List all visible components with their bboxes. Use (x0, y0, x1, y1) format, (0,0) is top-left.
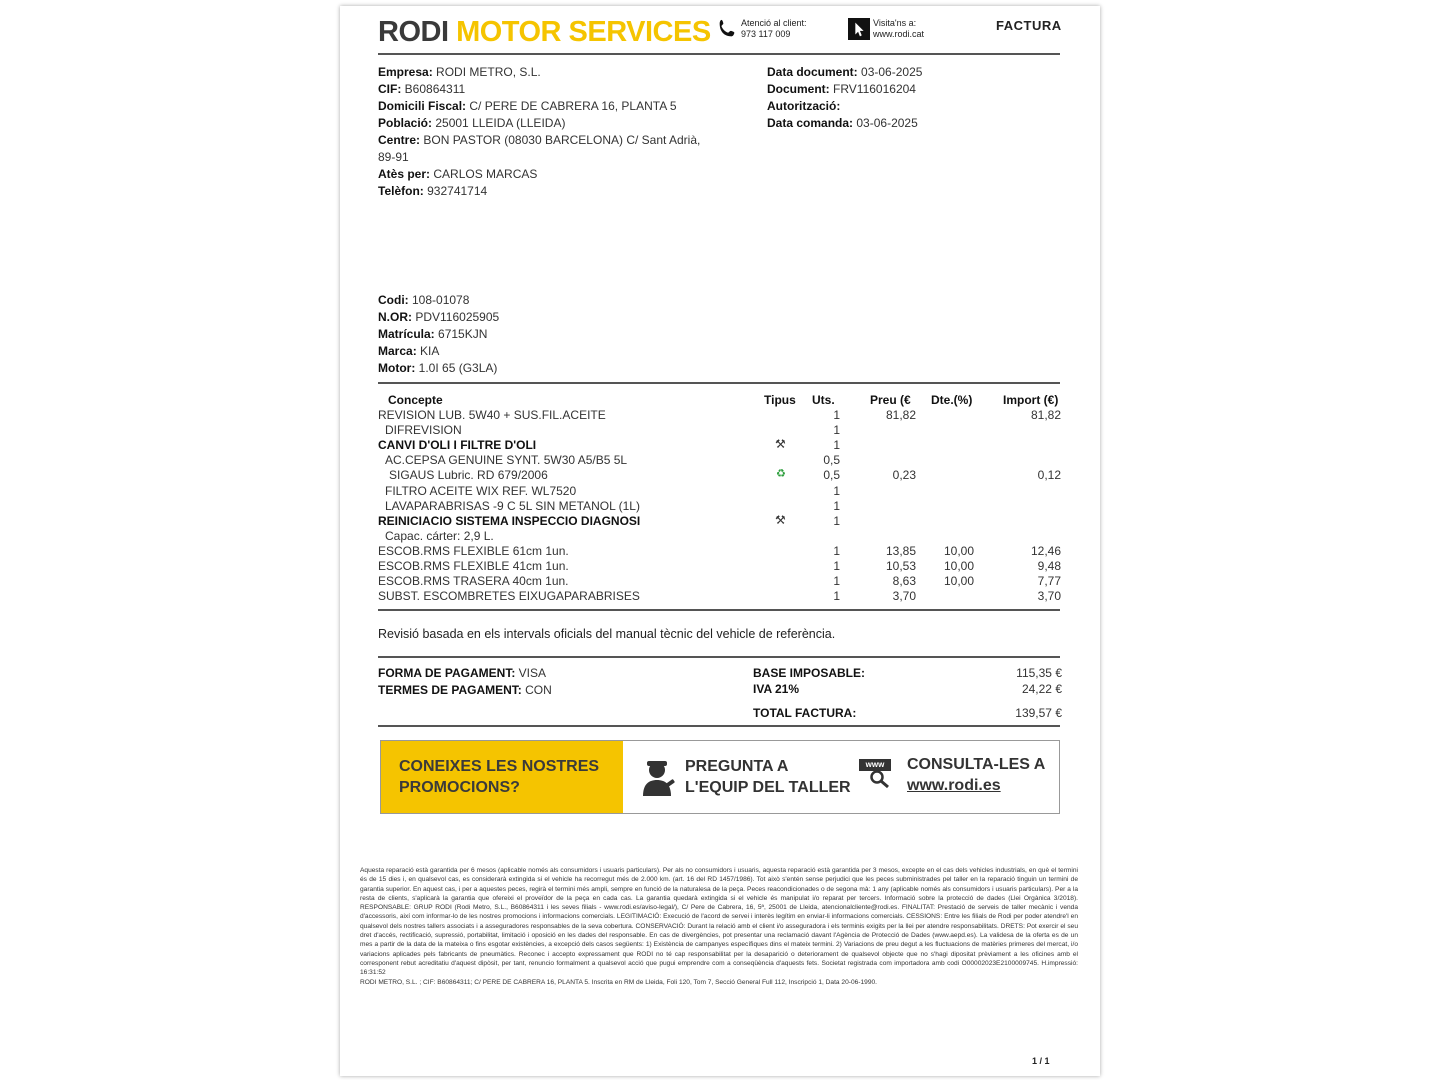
line-item-units: 0,5 (823, 453, 840, 467)
line-item-units: 1 (833, 499, 840, 513)
promo-banner[interactable] (380, 740, 1060, 814)
cursor-icon (848, 18, 870, 40)
line-item-units: 1 (833, 484, 840, 498)
wrench-icon: ⚒ (775, 513, 786, 527)
magnifier-icon (869, 769, 891, 789)
document-row: Data document: 03-06-2025 (767, 65, 923, 79)
line-item-discount: 10,00 (943, 574, 974, 588)
line-item-units: 1 (833, 514, 840, 528)
col-header-units: Uts. (812, 393, 835, 407)
line-item-price: 3,70 (892, 589, 916, 603)
line-item-price: 0,23 (892, 468, 916, 482)
legal-footer: RODI METRO, S.L. ; CIF: B60864311; C/ PERE DE CABRERA 16, PLANTA 5. Inscrita en RM de Lleida, Foli 120, Tom 7, Secció General Full 112, Inscripció 1, Data 20-06-1990. (360, 978, 877, 986)
promo-line-2: PROMOCIONS? (399, 779, 520, 796)
line-item-concept: DIFREVISION (385, 423, 462, 437)
contact-label: Atenció al client: (741, 18, 807, 28)
col-header-type: Tipus (764, 393, 796, 407)
totals-bottom-divider (378, 725, 1060, 727)
line-item-amount: 3,70 (1037, 589, 1061, 603)
line-item-amount: 9,48 (1037, 559, 1061, 573)
consult-link[interactable]: www.rodi.es (907, 777, 1001, 794)
line-item-units: 1 (833, 589, 840, 603)
payment-method: FORMA DE PAGAMENT: VISA (378, 666, 547, 680)
line-item-price: 10,53 (885, 559, 916, 573)
line-item-units: 0,5 (823, 468, 840, 482)
col-header-price: Preu (€ (870, 393, 911, 407)
service-note: Revisió basada en els intervals oficials del manual tècnic del vehicle de referència. (378, 627, 836, 641)
ask-text (685, 756, 851, 798)
consult-text (907, 754, 1045, 796)
line-item-units: 1 (833, 559, 840, 573)
table-top-divider (378, 382, 1060, 384)
line-item-concept: AC.CEPSA GENUINE SYNT. 5W30 A5/B5 5L (385, 453, 628, 467)
col-header-amount: Import (€) (1003, 393, 1059, 407)
col-header-concept: Concepte (388, 393, 443, 407)
web-block (873, 18, 924, 40)
ask-line-1: PREGUNTA A (685, 758, 789, 775)
line-item-discount: 10,00 (943, 544, 974, 558)
header-divider (378, 53, 1060, 55)
web-url[interactable]: www.rodi.cat (873, 29, 925, 39)
www-label: www (859, 759, 891, 771)
wrench-icon: ⚒ (775, 437, 786, 451)
total-label: TOTAL FACTURA: (753, 706, 857, 720)
mechanic-icon (641, 758, 677, 796)
company-row: Domicili Fiscal: C/ PERE DE CABRERA 16, PLANTA 5 (378, 99, 677, 113)
legal-text-block (360, 866, 1078, 987)
line-item-units: 1 (833, 574, 840, 588)
line-item-units: 1 (833, 423, 840, 437)
payment-terms: TERMES DE PAGAMENT: CON (378, 683, 552, 697)
company-row: CIF: B60864311 (378, 82, 466, 96)
line-item-amount: 81,82 (1030, 408, 1061, 422)
web-search-icon (859, 759, 893, 789)
promo-line-1: CONEIXES LES NOSTRES (399, 758, 600, 775)
contact-phone: 973 117 009 (741, 29, 791, 39)
line-item-units: 1 (833, 544, 840, 558)
vehicle-row: Codi: 108-01078 (378, 293, 470, 307)
vehicle-info (378, 292, 728, 377)
vehicle-row: Motor: 1.0I 65 (G3LA) (378, 361, 498, 375)
line-item-concept: SIGAUS Lubric. RD 679/2006 (389, 468, 548, 482)
brand-name-dark: RODI (378, 16, 449, 48)
company-row: Telèfon: 932741714 (378, 184, 488, 198)
line-item-concept: REVISION LUB. 5W40 + SUS.FIL.ACEITE (378, 408, 606, 422)
line-item-concept: FILTRO ACEITE WIX REF. WL7520 (385, 484, 577, 498)
ask-line-2: L'EQUIP DEL TALLER (685, 779, 851, 796)
base-value: 115,35 € (1016, 666, 1062, 680)
line-item-concept: Capac. cárter: 2,9 L. (385, 529, 494, 543)
company-row: Empresa: RODI METRO, S.L. (378, 65, 541, 79)
line-item-concept: SUBST. ESCOMBRETES EIXUGAPARABRISES (378, 589, 640, 603)
phone-icon (716, 18, 738, 40)
web-label: Visita'ns a: (873, 18, 917, 28)
line-item-concept: LAVAPARABRISAS -9 C 5L SIN METANOL (1L) (385, 499, 640, 513)
legal-text: Aquesta reparació està garantida per 6 mesos (aplicable només als consumidors i usuaris particulars). Per als no consumidors i usuaris, aquesta reparació està garantida per 3 mesos, excepte en el cas dels vehicles industrials, en què el termini és de 15 dies i, en qualsevol cas, es considerarà extingida si el vehicle ha recorregut més de 2.000 km. (art. 16 del RD 1457/1986). Tot això s'entén sense perjudici que les peces subministrades pel taller en la reparació tinguin un termini de garantia superior. En aquest cas, i per a aquestes peces, regirà el termini més ampli, sempre en funció de la naturalesa de la peça. Peces reacondicionades o de segona mà: 1 any (aplicable només als consumidors i usuaris particulars). Per a la resta de clients, s'aplicarà la garantia que ofereixi el proveïdor de la peça en cada cas. La garantia quedarà extingida si el vehicle és manipulat i/o reparat per tercers. Informació sobre la protecció de dades (Llei Orgànica 3/2018). RESPONSABLE: GRUP RODI (Rodi Metro, S.L., B60864311 i les seves filials - www.rodi.es/aviso-legal/), C/ Pere de Cabrera, 16, 5ª, 25001 de Lleida, atencionalcliente@rodi.es. FINALITAT: Prestació de serveis de taller mecànic i venda d'accessoris, així com informar-lo de les nostres promocions i informacions comercials. LEGITIMACIÓ: Execució de l'acord de servei i interès legítim en enviar-li informacions comercials. CESSIONS: Entre les filials de Rodi per poder atendre'l en qualsevol dels nostres tallers associats i a asseguradores responsables de la seva cobertura. CONSERVACIÓ: Durant la relació amb el client i/o asseguradora i els terminis exigits per la llei per atendre responsabilitats. DRETS: Pot exercir el seu dret d'accés, rectificació, supressió, portabilitat, limitació i oposició en les dades del responsable. En cas de divergències, pot presentar una reclamació davant l'Agència de Protecció de Dades (www.aepd.es). La validesa de la oferta es de un mes a partir de la data de la mateixa o fins esgotar existències, a excepció dels casos següents: 1) Existència de campanyes específiques dins el mateix termini. 2) Variacions de preu degut a les fluctuacions de matèries primeres del mercat, i/o variacions aplicades pels fabricants de pneumàtics. Reconec i accepto expressament que RODI no té cap responsabilitat per la desaparició o deteriorament de qualsevol objecte que no s'hagi dipositat prèviament a les oficines amb el corresponent rebut acreditatiu d'aquest dipòsit, per tant, renuncio formalment a qualsevol acció que pugui emprendre com a conseqüència d'aquests fets. Societat registrada com importadora amb codi O00002023E2100009745. H.impressió: 16:31:52 (360, 867, 1078, 977)
document-row: Autorització: (767, 99, 841, 113)
line-item-concept: CANVI D'OLI I FILTRE D'OLI (378, 438, 537, 452)
consult-line-1: CONSULTA-LES A (907, 756, 1046, 773)
line-item-units: 1 (833, 408, 840, 422)
brand-name-yellow: MOTOR SERVICES (456, 16, 711, 48)
line-item-price: 13,85 (885, 544, 916, 558)
contact-block (741, 18, 807, 40)
base-label: BASE IMPOSABLE: (753, 666, 866, 680)
vehicle-row: Matrícula: 6715KJN (378, 327, 488, 341)
company-row: 89-91 (378, 150, 409, 164)
company-row: Centre: BON PASTOR (08030 BARCELONA) C/ Sant Adrià, (378, 133, 701, 147)
company-row: Atès per: CARLOS MARCAS (378, 167, 538, 181)
totals-top-divider (378, 656, 1060, 658)
company-info (378, 64, 728, 200)
document-info (767, 64, 1067, 132)
line-item-units: 1 (833, 438, 840, 452)
line-item-price: 8,63 (892, 574, 916, 588)
iva-label: IVA 21% (753, 682, 800, 696)
line-item-amount: 0,12 (1037, 468, 1061, 482)
brand-logo (378, 16, 711, 49)
line-item-amount: 12,46 (1030, 544, 1061, 558)
line-item-discount: 10,00 (943, 559, 974, 573)
iva-value: 24,22 € (1021, 682, 1062, 696)
vehicle-row: N.OR: PDV116025905 (378, 310, 500, 324)
payment-info (378, 665, 552, 699)
vehicle-row: Marca: KIA (378, 344, 440, 358)
total-value: 139,57 € (1015, 706, 1062, 720)
line-item-amount: 7,77 (1037, 574, 1061, 588)
promo-panel (381, 741, 623, 813)
line-item-concept: ESCOB.RMS FLEXIBLE 61cm 1un. (378, 544, 569, 558)
page-number: 1 / 1 (1032, 1056, 1050, 1066)
invoice-page (340, 6, 1100, 1076)
document-row: Data comanda: 03-06-2025 (767, 116, 918, 130)
company-row: Població: 25001 LLEIDA (LLEIDA) (378, 116, 566, 130)
line-item-concept: ESCOB.RMS FLEXIBLE 41cm 1un. (378, 559, 569, 573)
promo-text (399, 756, 599, 798)
recycle-icon: ♻ (776, 468, 786, 480)
col-header-discount: Dte.(%) (931, 393, 973, 407)
line-item-price: 81,82 (885, 408, 916, 422)
document-row: Document: FRV116016204 (767, 82, 916, 96)
line-item-concept: ESCOB.RMS TRASERA 40cm 1un. (378, 574, 569, 588)
line-item-concept: REINICIACIO SISTEMA INSPECCIO DIAGNOSI (378, 514, 641, 528)
document-type: FACTURA (996, 18, 1062, 33)
table-bottom-divider (378, 609, 1060, 611)
